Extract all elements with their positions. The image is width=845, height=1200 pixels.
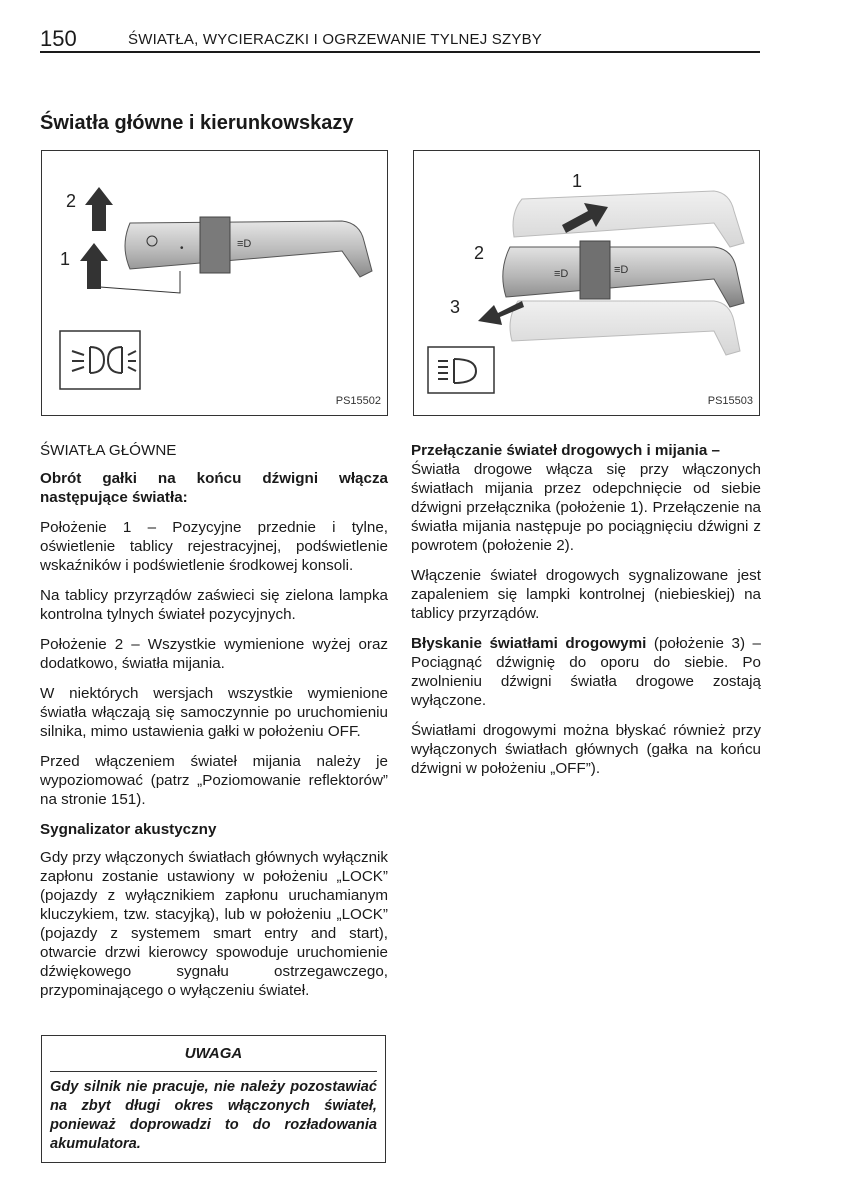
paragraph-leveling: Przed włączeniem świateł mijania należy je wypoziomować (patrz „Poziomowanie reflektorów” na stronie 151). <box>40 753 388 808</box>
header-rule <box>40 51 760 53</box>
left-column <box>40 441 388 1011</box>
svg-text:≡D: ≡D <box>554 268 569 280</box>
figure-light-switch <box>41 150 388 416</box>
subheading-buzzer: Sygnalizator akustyczny <box>40 821 217 838</box>
svg-text:•: • <box>180 243 184 254</box>
flash-text: (położenie 3) – Pociągnąć dźwignię do oporu do siebie. Po zwolnieniu dźwigni światła drogowe zostają wyłączone. <box>411 635 761 709</box>
section-heading-headlights: ŚWIATŁA GŁÓWNE <box>40 442 177 459</box>
paragraph-position-2: Położenie 2 – Wszystkie wymienione wyżej oraz dodatkowo, światła mijania. <box>40 636 388 672</box>
paragraph-position-1: Położenie 1 – Pozycyjne przednie i tylne, oświetlenie tablicy rejestracyjnej, podświetlenie wskaźników i podświetlenie środkowej konsoli. <box>40 519 388 574</box>
lead-paragraph: Obrót gałki na końcu dźwigni włącza następujące światła: <box>40 470 388 506</box>
paragraph-auto-lights: W niektórych wersjach wszystkie wymienione światła włączają się samoczynnie po uruchomieniu silnika, mimo ustawienia gałki w położeniu OFF. <box>40 685 388 740</box>
figure-label-2: 2 <box>474 243 485 263</box>
running-title: ŚWIATŁA, WYCIERACZKI I OGRZEWANIE TYLNEJ SZYBY <box>128 31 542 48</box>
high-beam-indicator-box <box>428 347 494 393</box>
beam-switch-lever-illustration <box>414 151 759 415</box>
warning-title: UWAGA <box>184 1045 243 1062</box>
figure-label-1: 1 <box>572 171 583 191</box>
svg-text:≡D: ≡D <box>614 264 629 276</box>
page-number: 150 <box>40 26 77 51</box>
figure-code: PS15503 <box>707 395 753 407</box>
section-title: Światła główne i kierunkowskazy <box>40 112 354 134</box>
paragraph-flash-off: Światłami drogowymi można błyskać również przy wyłączonych światłach głównych (gałka na końcu dźwigni w położeniu „OFF”). <box>411 722 761 777</box>
figure-label-3: 3 <box>450 297 461 317</box>
right-column <box>411 441 761 789</box>
svg-text:≡D: ≡D <box>237 238 252 250</box>
page-header <box>40 26 760 54</box>
warning-rule <box>50 1071 377 1072</box>
paragraph-high-beam-indicator: Włączenie świateł drogowych sygnalizowane jest zapaleniem się lampki kontrolnej (niebieskiej) na tablicy przyrządów. <box>411 567 761 622</box>
paragraph-flash <box>411 634 761 710</box>
warning-text: Gdy silnik nie pracuje, nie należy pozostawiać na zbyt długi okres włączonych świateł, ponieważ doprowadzi to do rozładowania akumulatora. <box>50 1079 377 1152</box>
figure-code: PS15502 <box>335 395 381 407</box>
figure-label-1: 1 <box>60 249 71 269</box>
heading-beam-switch: Przełączanie świateł drogowych i mijania – <box>411 442 720 459</box>
paragraph-indicator: Na tablicy przyrządów zaświeci się zielona lampka kontrolna tylnych świateł pozycyjnych. <box>40 587 388 623</box>
heading-flash: Błyskanie światłami drogowymi <box>411 635 647 652</box>
figure-label-2: 2 <box>66 191 77 211</box>
paragraph-buzzer: Gdy przy włączonych światłach głównych wyłącznik zapłonu zostanie ustawiony w położeniu „LOCK” (pojazdy z wyłącznikiem zapłonu uruchamianym kluczykiem, tzw. stacyjką), lub w położeniu „LOCK” (pojazdy z systemem smart entry and start), otwarcie drzwi kierowcy spowoduje uruchomienie dźwiękowego sygnału ostrzegawczego, przypominającego o wyłączeniu świateł. <box>40 849 388 999</box>
warning-box <box>41 1035 386 1163</box>
light-switch-lever-illustration <box>42 151 387 415</box>
figure-beam-switch <box>413 150 760 416</box>
paragraph-beam-switch: Światła drogowe włącza się przy włączonych światłach mijania przez odepchnięcie od siebie dźwigni przełącznika (położenie 1). Przełączenie na światła mijania następuje po pociągnięciu dźwigni z powrotem (położenie 2). <box>411 461 761 554</box>
